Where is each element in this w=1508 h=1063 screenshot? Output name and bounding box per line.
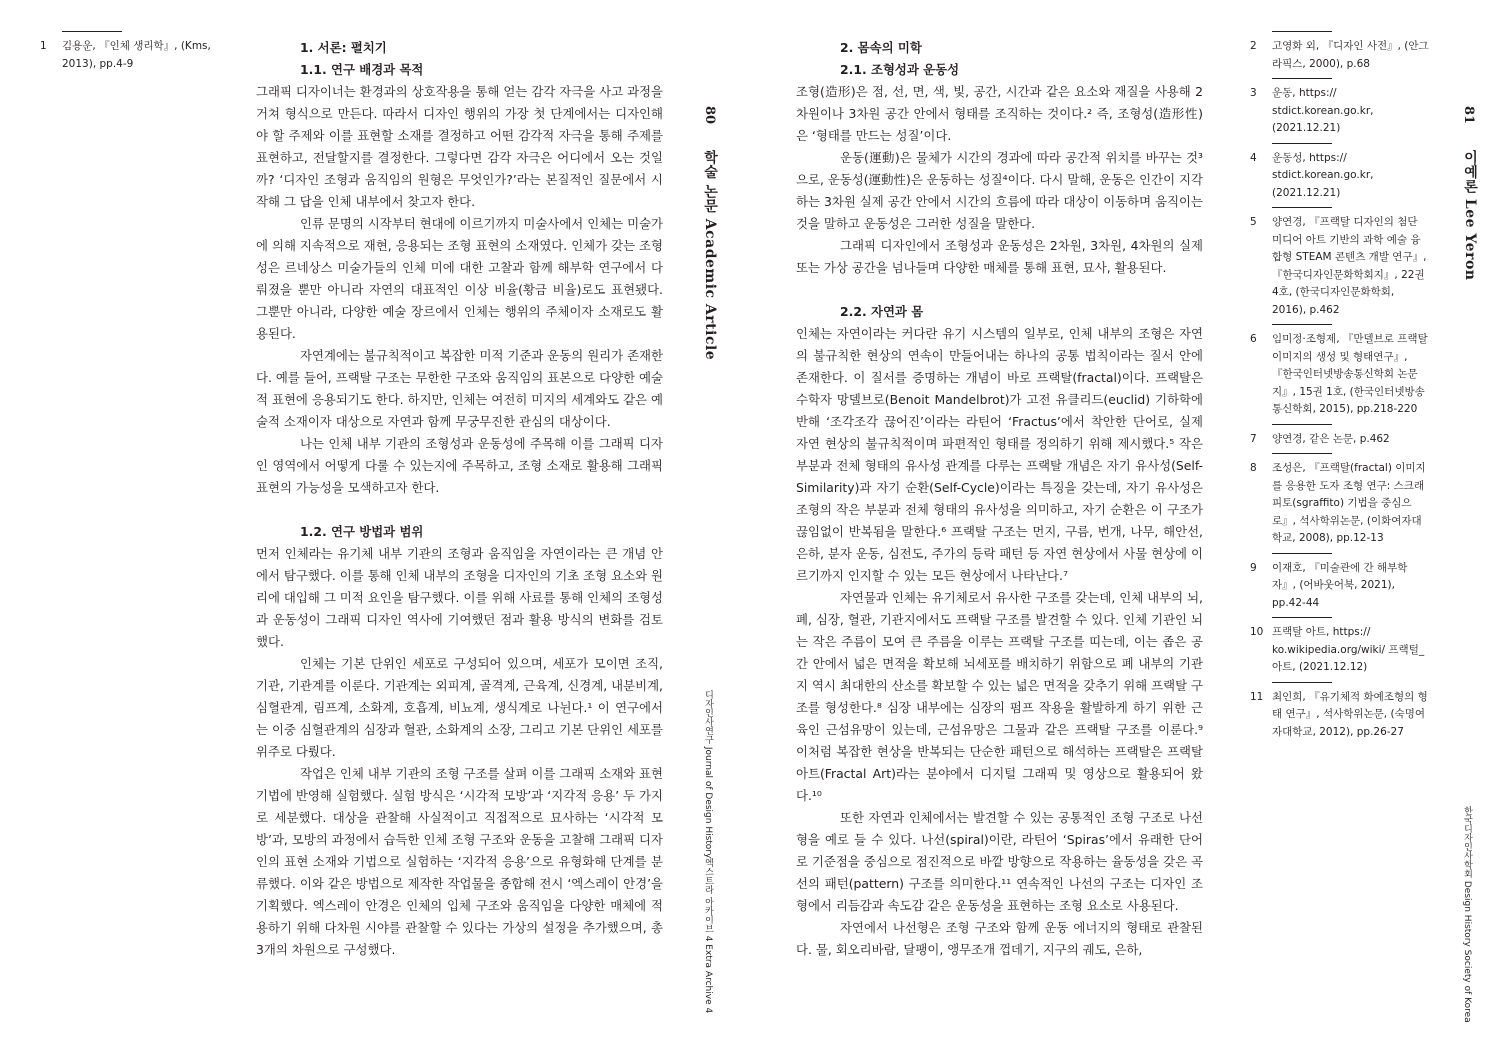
subsection-heading: 1.2. 연구 방법과 범위 bbox=[300, 524, 424, 539]
section-gap bbox=[256, 499, 663, 521]
left-running-head: 학술 논문 Academic Article bbox=[702, 150, 718, 361]
footnote-text: 이재호, 『미술관에 간 해부학자』, (어바웃어북, 2021), pp.42-44 bbox=[1272, 561, 1408, 609]
footnote bbox=[1250, 38, 1430, 73]
footnote bbox=[1250, 560, 1430, 613]
footnote-rule bbox=[1272, 207, 1332, 208]
footnote-rule bbox=[1272, 31, 1332, 32]
footnote-text: 조성은, 『프랙탈(fractal) 이미지를 응용한 도자 조형 연구: 스크래피토(sgraffito) 기법을 중심으로』, 석사학위논문, (이화여자대학교, 2008), pp.12-13 bbox=[1272, 462, 1426, 544]
right-page bbox=[754, 0, 1508, 1063]
society-footer: 한국디자인사학회 Design History Society of Korea bbox=[1462, 806, 1472, 1023]
footnote-text: 최인희, 『유기체적 화예조형의 형태 연구』, 석사학위논문, (숙명여자대학교, 2012), pp.26-27 bbox=[1272, 690, 1428, 738]
right-running-head: 이예론 Lee Yeron bbox=[1462, 150, 1478, 281]
footnote-number: 9 bbox=[1250, 561, 1257, 574]
footnote-number: 2 bbox=[1250, 40, 1257, 52]
footnote-rule bbox=[1272, 553, 1332, 554]
footnote-number: 11 bbox=[1250, 690, 1264, 703]
left-page-number: 80 bbox=[702, 106, 717, 125]
body-paragraph: 운동(運動)은 물체가 시간의 경과에 따라 공간적 위치를 바꾸는 것³으로, 운동성(運動性)은 운동하는 성질⁴이다. 다시 말해, 운동은 인간이 지각하는 3차원 실제 공간 안에서 시간의 흐름에 따라 대상이 이동하며 움직이는 것을 말하고 운동성은 그러한 성질을 말한다. bbox=[796, 150, 1203, 231]
section-gap bbox=[796, 279, 1203, 301]
body-paragraph: 인체는 기본 단위인 세포로 구성되어 있으며, 세포가 모이면 조직, 기관, 기관계를 이룬다. 기관계는 외피계, 골격계, 근육계, 신경계, 내분비계, 심혈관계, 림프계, 소화계, 호흡계, 비뇨계, 생식계로 나뉜다.¹ 이 연구에서는 이중 심혈관계의 심장과 혈관, 소화계의 소장, 그리고 기본 단위인 세포를 위주로 다뤘다. bbox=[256, 656, 663, 759]
footnote bbox=[1250, 624, 1430, 677]
footnote-text: 운동, https:// stdict.korean.go.kr, (2021.12.21) bbox=[1272, 87, 1374, 134]
series-footer: 엑스트라 아카이브 4 Extra Archive 4 bbox=[703, 858, 713, 1014]
footnote bbox=[1250, 85, 1430, 138]
footnote-text: 프랙탈 아트, https:// ko.wikipedia.org/wiki/ 프랙털_아트, (2021.12.12) bbox=[1272, 626, 1425, 673]
footnote-text: 운동성, https:// stdict.korean.go.kr, (2021.12.21) bbox=[1272, 151, 1374, 199]
footnote-rule bbox=[1272, 617, 1332, 618]
footnote-number: 1 bbox=[40, 40, 47, 52]
left-body-text bbox=[256, 37, 663, 961]
footnote-text: 양연경, 『프랙탈 디자인의 첨단 미디어 아트 기반의 과학 예술 융합형 STEAM 콘텐츠 개발 연구』, 『한국디자인문화학회지』, 22권 4호, (한국디자인문화학회, 2016), p.462 bbox=[1272, 216, 1427, 316]
right-footnotes bbox=[1250, 38, 1430, 753]
section-heading: 1. 서론: 펼치기 bbox=[300, 40, 387, 55]
footnote-number: 5 bbox=[1250, 216, 1257, 228]
left-footnotes bbox=[40, 38, 215, 85]
footnote bbox=[1250, 460, 1430, 548]
footnote bbox=[1250, 431, 1430, 449]
footnote bbox=[40, 38, 215, 73]
journal-footer: 디자인사연구 Journal of Design History bbox=[703, 690, 713, 859]
body-paragraph: 그래픽 디자인에서 조형성과 운동성은 2차원, 3차원, 4차원의 실제 또는 가상 공간을 넘나들며 다양한 매체를 통해 표현, 묘사, 활용된다. bbox=[796, 238, 1203, 275]
subsection-heading: 1.1. 연구 배경과 목적 bbox=[300, 62, 424, 77]
body-paragraph: 작업은 인체 내부 기관의 조형 구조를 살펴 이를 그래픽 소재와 표현 기법에 반영해 실험했다. 실험 방식은 ‘시각적 모방’과 ‘지각적 응용’ 두 가지로 세분했다. 대상을 관찰해 사실적이고 직접적으로 묘사하는 ‘시각적 모방’과, 모방의 과정에서 습득한 인체 조형 구조와 운동을 고찰해 그래픽 디자인의 표현 소재와 기법으로 실험하는 ‘지각적 응용’으로 유형화해 단계를 분류했다. 이와 같은 방법으로 제작한 작업물을 종합해 전시 ‘엑스레이 안경’을 기획했다. 엑스레이 안경은 인체의 입체 구조와 움직임을 다양한 매체에 적용하기 위해 다차원 시야를 관찰할 수 있다는 가상의 설정을 추가했으며, 총 3개의 차원으로 구성했다. bbox=[256, 766, 663, 957]
footnote-number: 8 bbox=[1250, 462, 1257, 474]
footnote-rule bbox=[1272, 324, 1332, 325]
footnote-text: 임미정·조형제, 『만델브로 프랙탈이미지의 생성 및 형태연구』, 『한국인터넷방송통신학회 논문지』, 15권 1호, (한국인터넷방송통신학회, 2015), pp.218-220 bbox=[1272, 333, 1428, 415]
body-paragraph: 인류 문명의 시작부터 현대에 이르기까지 미술사에서 인체는 미술가에 의해 지속적으로 재현, 응용되는 조형 표현의 소재였다. 인체가 갖는 조형성은 르네상스 미술가들의 인체 미에 대한 고찰과 함께 해부학 연구에서 다뤄졌을 뿐만 아니라 자연의 대표적인 이상 비율(황금 비율)로도 표현됐다. 그뿐만 아니라, 다양한 예술 장르에서 인체는 행위의 주체이자 소재로도 활용된다. bbox=[256, 216, 663, 341]
footnote-number: 10 bbox=[1250, 626, 1264, 638]
footnote-number: 7 bbox=[1250, 432, 1257, 445]
footnote bbox=[1250, 150, 1430, 203]
footnote bbox=[1250, 331, 1430, 419]
subsection-heading: 2.2. 자연과 몸 bbox=[840, 304, 924, 319]
right-body-text bbox=[796, 37, 1203, 961]
section-heading: 2. 몸속의 미학 bbox=[840, 40, 922, 55]
right-page-number: 81 bbox=[1461, 106, 1476, 125]
footnote-rule bbox=[1272, 424, 1332, 425]
footnote-rule bbox=[1272, 682, 1332, 683]
footnote-rule bbox=[1272, 143, 1332, 144]
footnote-rule bbox=[1272, 78, 1332, 79]
body-paragraph: 인체는 자연이라는 커다란 유기 시스템의 일부로, 인체 내부의 조형은 자연의 불규칙한 현상의 연속이 만들어내는 하나의 공통 법칙이라는 질서 안에 존재한다. 이 질서를 증명하는 개념이 바로 프랙탈(fractal)이다. 프랙탈은 수학자 망델브로(Benoit Mandelbrot)가 고전 유클리드(euclid) 기하학에 반해 ‘조각조각 끊어진’이라는 라틴어 ‘Fractus’에서 착안한 단어로, 실제 자연 현상의 불규칙적이며 파편적인 형태를 정의하기 위해 제시했다.⁵ 작은 부분과 전체 형태의 유사성 관계를 다루는 프랙탈 개념은 자기 유사성(Self-Similarity)과 자기 순환(Self-Cycle)이라는 특징을 갖는데, 자기 유사성은 조형의 작은 부분과 전체 형태의 유사성을 의미하고, 자기 순환은 이 구조가 끊임없이 반복됨을 말한다.⁶ 프랙탈 구조는 먼지, 구름, 번개, 나무, 해안선, 은하, 분자 운동, 심전도, 주가의 등락 패턴 등 자연 현상에서 사물 현상에 이르기까지 인지할 수 있는 모든 현상에서 나타난다.⁷ bbox=[796, 326, 1203, 583]
footnote-number: 3 bbox=[1250, 87, 1257, 99]
body-paragraph: 나는 인체 내부 기관의 조형성과 운동성에 주목해 이를 그래픽 디자인 영역에서 어떻게 다룰 수 있는지에 주목하고, 조형 소재로 활용해 그래픽 표현의 가능성을 모색하고자 한다. bbox=[256, 436, 663, 495]
body-paragraph: 그래픽 디자이너는 환경과의 상호작용을 통해 얻는 감각 자극을 사고 과정을 거쳐 형식으로 만든다. 따라서 디자인 행위의 가장 첫 단계에서는 디자인해야 할 주제와 이를 표현할 소재를 결정하고 어떤 감각적 자극을 통해 주제를 표현하고, 전달할지를 결정한다. 그렇다면 감각 자극은 어디에서 오는 것일까? ‘디자인 조형과 움직임의 원형은 무엇인가?’라는 본질적인 질문에서 시작해 그 답을 인체 내부에서 찾고자 한다. bbox=[256, 84, 663, 209]
body-paragraph: 자연에서 나선형은 조형 구조와 함께 운동 에너지의 형태로 관찰된다. 물, 회오리바람, 달팽이, 앵무조개 껍데기, 지구의 궤도, 은하, bbox=[796, 920, 1203, 957]
body-paragraph: 또한 자연과 인체에서는 발견할 수 있는 공통적인 조형 구조로 나선형을 예로 들 수 있다. 나선(spiral)이란, 라틴어 ‘Spiras’에서 유래한 단어로 기준점을 중심으로 점진적으로 바깥 방향으로 작용하는 율동성을 갖은 곡선의 패턴(pattern) 구조를 의미한다.¹¹ 연속적인 나선의 구조는 디자인 조형에서 리듬감과 속도감 같은 운동성을 표현하는 조형 요소로 사용된다. bbox=[796, 810, 1203, 913]
body-paragraph: 먼저 인체라는 유기체 내부 기관의 조형과 움직임을 자연이라는 큰 개념 안에서 탐구했다. 이를 통해 인체 내부의 조형을 디자인의 기초 조형 요소와 원리에 대입해 그 미적 요인을 탐구했다. 이를 위해 사료를 통해 인체의 조형성과 운동성이 그래픽 디자인 역사에 기여했던 점과 활용 방식의 변화를 검토했다. bbox=[256, 546, 663, 649]
footnote-text: 김용운, 『인체 생리학』, (Kms, 2013), pp.4-9 bbox=[62, 40, 211, 70]
footnote bbox=[1250, 689, 1430, 742]
footnote bbox=[1250, 214, 1430, 319]
footnote-rule bbox=[62, 31, 122, 32]
body-paragraph: 조형(造形)은 점, 선, 면, 색, 빛, 공간, 시간과 같은 요소와 재질을 사용해 2차원이나 3차원 공간 안에서 형태를 조직하는 것이다.² 즉, 조형성(造形性)은 ‘형태를 만드는 성질’이다. bbox=[796, 84, 1203, 143]
body-paragraph: 자연물과 인체는 유기체로서 유사한 구조를 갖는데, 인체 내부의 뇌, 폐, 심장, 혈관, 기관지에서도 프랙탈 구조를 발견할 수 있다. 인체 기관인 뇌는 작은 주름이 모여 큰 주름을 이루는 프랙탈 구조를 띠는데, 이는 좁은 공간 안에서 넓은 면적을 확보해 뇌세포를 배치하기 위함으로 폐 내부의 기관지 역시 최대한의 산소를 확보할 수 있는 넓은 면적을 갖추기 위해 프랙탈 구조를 형성한다.⁸ 심장 내부에는 심장의 펌프 작용을 활발하게 하기 위한 근육인 근섬유망이 있는데, 근섬유망은 그물과 같은 프랙탈 구조를 이룬다.⁹ 이처럼 복잡한 현상을 반복되는 단순한 패턴으로 해석하는 프랙탈은 프랙탈 아트(Fractal Art)라는 분야에서 디지털 그래픽 및 영상으로 활용되어 왔다.¹⁰ bbox=[796, 590, 1203, 803]
footnote-number: 4 bbox=[1250, 151, 1257, 164]
body-paragraph: 자연계에는 불규칙적이고 복잡한 미적 기준과 운동의 원리가 존재한다. 예를 들어, 프랙탈 구조는 무한한 구조와 움직임의 표본으로 다양한 예술적 표현에 응용되기도 한다. 하지만, 인체는 여전히 미지의 세계와도 같은 예술적 소재이자 대상으로 자연과 함께 무궁무진한 관심의 대상이다. bbox=[256, 348, 663, 429]
subsection-heading: 2.1. 조형성과 운동성 bbox=[840, 62, 960, 77]
footnote-rule bbox=[1272, 453, 1332, 454]
footnote-text: 고영화 외, 『디자인 사전』, (안그라픽스, 2000), p.68 bbox=[1272, 40, 1429, 70]
footnote-text: 양연경, 같은 논문, p.462 bbox=[1272, 432, 1390, 445]
footnote-number: 6 bbox=[1250, 333, 1257, 345]
